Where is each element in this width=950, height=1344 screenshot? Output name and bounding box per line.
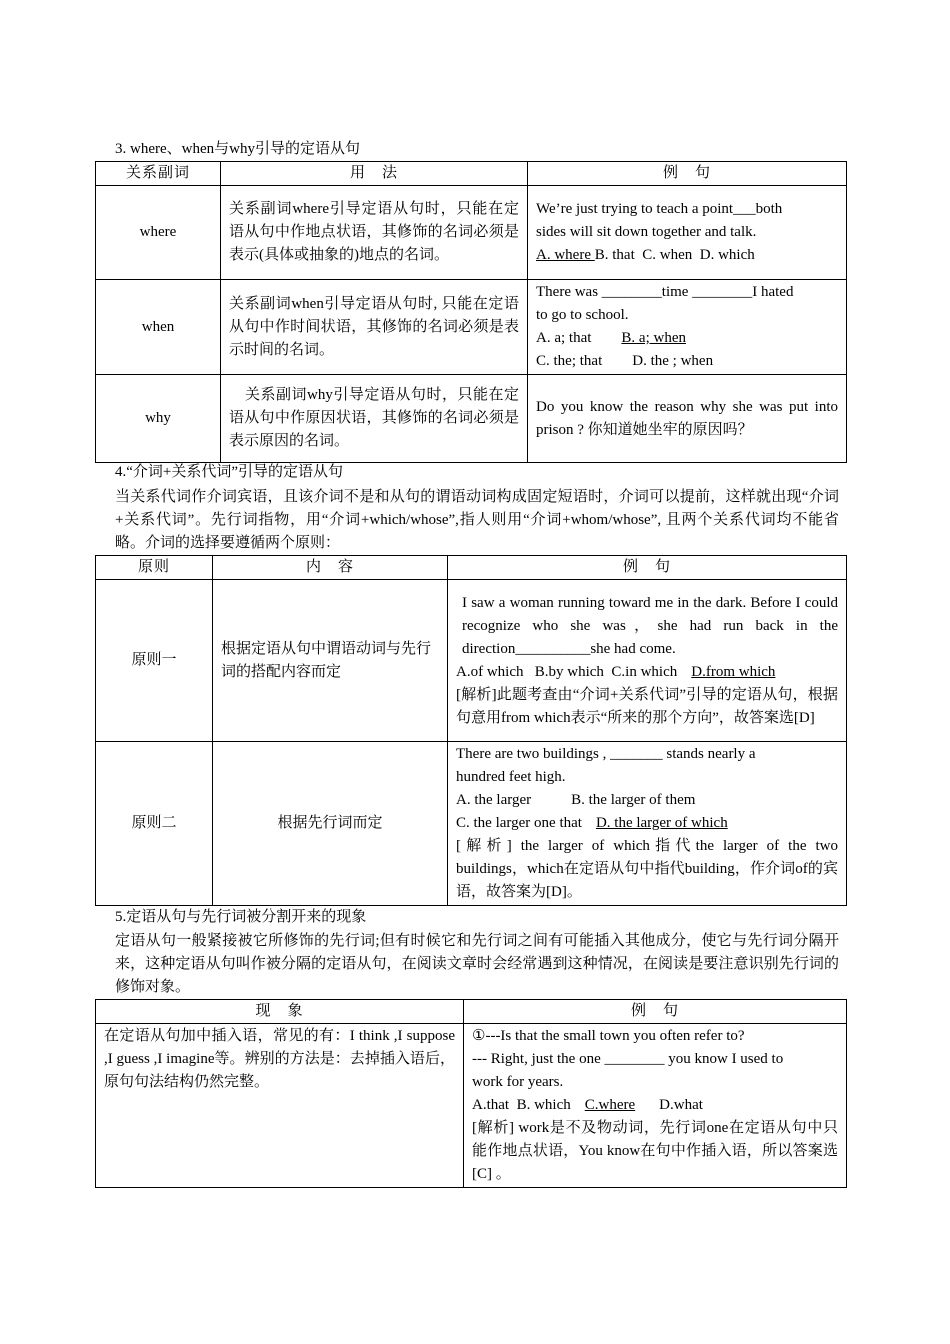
- table-row-when: [96, 280, 847, 375]
- example-line: work for years.: [472, 1074, 564, 1090]
- example-why: Do you know the reason why she was put into prison ? 你知道她坐牢的原因吗？: [528, 375, 847, 463]
- option-c: C. the; that: [536, 353, 603, 369]
- example-options: [456, 812, 838, 835]
- section-4-paragraph: 当关系代词作介词宾语，且该介词不是和从句的谓语动词构成固定短语时，介词可以提前，这样就出现“介词+关系代词”。先行词指物，用“介词+which/whose”,指人则用“介词+whom/whose”, 且两个关系代词均不能省略。介词的选择要遵循两个原则：: [115, 489, 839, 551]
- table-header-row: [96, 556, 847, 580]
- section-4-title: 4.“介词+关系代词”引导的定语从句: [115, 464, 344, 480]
- header-example: 例 句: [448, 556, 847, 580]
- example-when: [528, 280, 847, 375]
- option-b: B.by which: [534, 663, 604, 680]
- header-phenomenon: 现 象: [96, 1000, 464, 1024]
- option-d: D.what: [659, 1097, 703, 1113]
- example-line: ①---Is that the small town you often refer to?: [472, 1028, 745, 1044]
- header-adverb: 关系副词: [96, 162, 221, 186]
- option-c: C.in which: [611, 663, 678, 680]
- usage-when: 关系副词when引导定语从句时, 只能在定语从句中作时间状语，其修饰的名词必须是表示时间的名词。: [221, 280, 528, 375]
- table-row-rule-2: [96, 742, 847, 906]
- option-a: A.that: [472, 1097, 510, 1113]
- rule-2-content: 根据先行词而定: [213, 742, 448, 906]
- header-rule: 原则: [96, 556, 213, 580]
- header-content: 内 容: [213, 556, 448, 580]
- insertion-example: [464, 1024, 847, 1188]
- option-c-answer: C.where: [584, 1097, 636, 1113]
- example-options: [472, 1094, 838, 1117]
- table-row-rule-1: [96, 580, 847, 742]
- example-line: --- Right, just the one ________ you know I used to: [472, 1051, 784, 1067]
- example-options: [456, 789, 838, 812]
- option-a: A.of which: [456, 663, 524, 680]
- option-a: A. the larger: [456, 792, 532, 808]
- example-line: There are two buildings , _______ stands nearly a: [456, 746, 756, 762]
- analysis-text: [解析] the larger of which指代the larger of the two buildings，which在定语从句中指代building，作介词of的宾语，故答案为[D]。: [456, 838, 838, 900]
- example-options: [536, 350, 838, 373]
- rule-2-example: [448, 742, 847, 906]
- example-line: hundred feet high.: [456, 769, 566, 785]
- example-options: [536, 244, 838, 267]
- option-b-answer: B. a; when: [621, 330, 686, 346]
- option-b: B. which: [516, 1097, 571, 1113]
- table-relative-adverbs: [95, 161, 847, 463]
- section-5-paragraph: 定语从句一般紧接被它所修饰的先行词;但有时候它和先行词之间有可能插入其他成分，使它与先行词分隔开来，这种定语从句叫作被分隔的定语从句，在阅读文章时会经常遇到这种情况，在阅读是要注意识别先行词的修饰对象。: [115, 933, 839, 995]
- table-row-where: [96, 186, 847, 280]
- adverb-where: where: [96, 186, 221, 280]
- example-line: There was ________time ________I hated: [536, 284, 794, 300]
- example-line: to go to school.: [536, 307, 629, 323]
- table-row-why: [96, 375, 847, 463]
- header-usage: 用 法: [221, 162, 528, 186]
- usage-why: 关系副词why引导定语从句时，只能在定语从句中作原因状语，其修饰的名词必须是表示原因的名词。: [221, 375, 528, 463]
- rule-1-example: [448, 580, 847, 742]
- adverb-why: why: [96, 375, 221, 463]
- usage-where: 关系副词where引导定语从句时，只能在定语从句中作地点状语，其修饰的名词必须是表示(具体或抽象的)地点的名词。: [221, 186, 528, 280]
- option-d-answer: D. the larger of which: [595, 815, 728, 831]
- example-options: [456, 661, 838, 684]
- option-d: D. the ; when: [632, 353, 714, 369]
- option-d: D. which: [699, 247, 755, 263]
- adverb-when: when: [96, 280, 221, 375]
- header-example: 例 句: [464, 1000, 847, 1024]
- rule-2-name: 原则二: [96, 742, 213, 906]
- example-options: [536, 327, 838, 350]
- option-b: B. that: [594, 247, 635, 263]
- section-3-title: 3. where、when与why引导的定语从句: [115, 141, 360, 157]
- header-example: 例 句: [528, 162, 847, 186]
- option-d-answer: D.from which: [691, 663, 776, 680]
- option-c: C. the larger one that: [456, 815, 582, 831]
- table-header-row: [96, 1000, 847, 1024]
- rule-1-name: 原则一: [96, 580, 213, 742]
- option-a: A. a; that: [536, 330, 592, 346]
- analysis-text: [解析] work是不及物动词，先行词one在定语从句中只能作地点状语，You know在句中作插入语，所以答案选[C] 。: [472, 1120, 838, 1182]
- rule-1-content: 根据定语从句中谓语动词与先行词的搭配内容而定: [213, 580, 448, 742]
- analysis-text: [解析]此题考查由“介词+关系代词”引导的定语从句，根据句意用from which表示“所来的那个方向”，故答案选[D]: [456, 686, 838, 726]
- option-c: C. when: [642, 247, 693, 263]
- table-separated-clauses: [95, 999, 847, 1188]
- option-a-answer: A. where: [536, 247, 595, 263]
- table-row-insertion: [96, 1024, 847, 1188]
- option-b: B. the larger of them: [571, 792, 696, 808]
- example-text: I saw a woman running toward me in the dark. Before I could recognize who she was，she had run back in the direction__________she had come.: [462, 594, 838, 657]
- section-5-title: 5.定语从句与先行词被分割开来的现象: [115, 909, 367, 925]
- table-header-row: [96, 162, 847, 186]
- example-where: [528, 186, 847, 280]
- example-line: sides will sit down together and talk.: [536, 224, 757, 240]
- phenomenon-text: 在定语从句加中插入语，常见的有：I think ,I suppose ,I guess ,I imagine等。辨别的方法是：去掉插入语后，原句句法结构仍然完整。: [96, 1024, 464, 1188]
- table-preposition-rules: [95, 555, 847, 906]
- example-line: We’re just trying to teach a point___both: [536, 201, 783, 217]
